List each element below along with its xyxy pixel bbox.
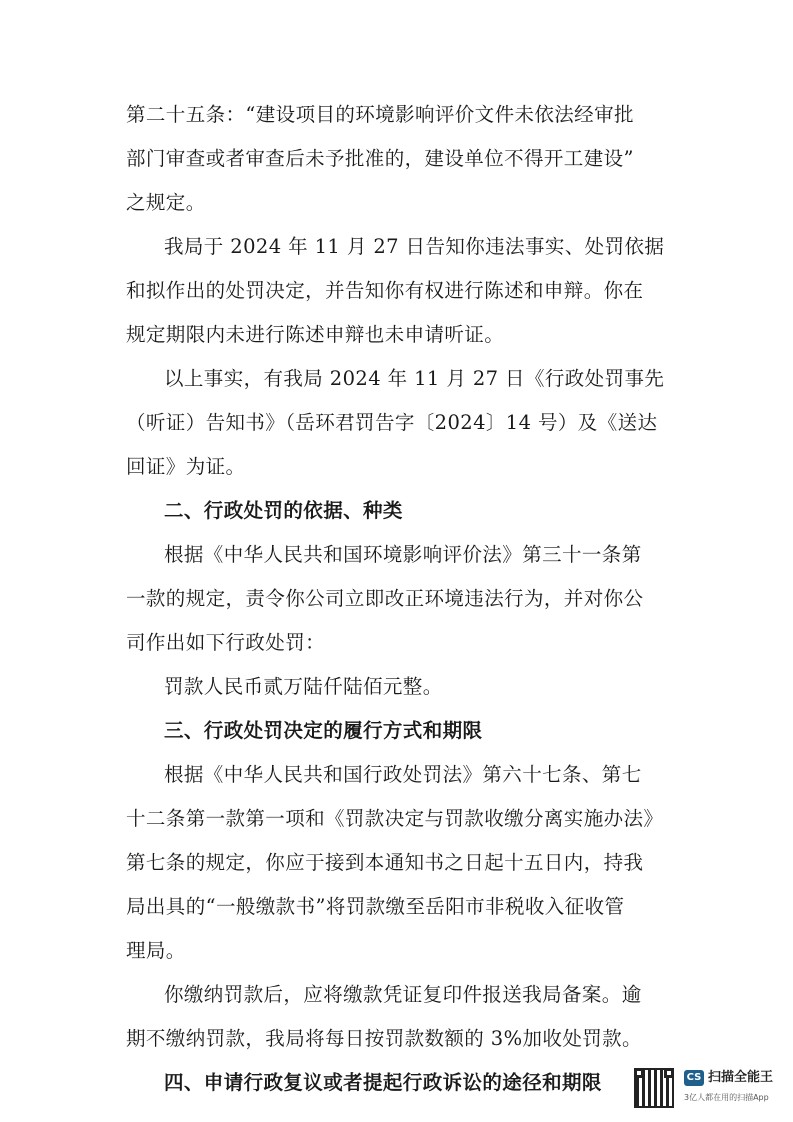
text-line: 之规定。 — [126, 191, 206, 214]
text-line: 根据《中华人民共和国环境影响评价法》第三十一条第 — [164, 543, 642, 566]
text-line: 你缴纳罚款后，应将缴款凭证复印件报送我局备案。逾 — [164, 983, 642, 1006]
text-line: 期不缴纳罚款，我局将每日按罚款数额的 3%加收处罚款。 — [126, 1027, 642, 1050]
section-heading: 二、行政处罚的依据、种类 — [164, 499, 403, 522]
text-line: 罚款人民币贰万陆仟陆佰元整。 — [164, 675, 443, 698]
text-line: 根据《中华人民共和国行政处罚法》第六十七条、第七 — [164, 763, 642, 786]
watermark-brand: 扫描全能王 — [708, 1070, 774, 1085]
text-line: 第七条的规定，你应于接到本通知书之日起十五日内，持我 — [126, 851, 644, 874]
qr-code-icon — [634, 1068, 674, 1108]
scanner-watermark — [628, 1062, 788, 1118]
text-line: 局出具的“一般缴款书”将罚款缴至岳阳市非税收入征收管 — [126, 895, 625, 918]
text-line: 一款的规定，责令你公司立即改正环境违法行为，并对你公 — [126, 587, 644, 610]
text-line: 十二条第一款第一项和《罚款决定与罚款收缴分离实施办法》 — [126, 807, 664, 830]
text-line: 以上事实，有我局 2024 年 11 月 27 日《行政处罚事先 — [164, 367, 665, 390]
text-line: 规定期限内未进行陈述申辩也未申请听证。 — [126, 323, 505, 346]
section-heading: 四、申请行政复议或者提起行政诉讼的途径和期限 — [164, 1071, 602, 1094]
text-line: 和拟作出的处罚决定，并告知你有权进行陈述和申辩。你在 — [126, 279, 644, 302]
text-line: 司作出如下行政处罚： — [126, 631, 326, 654]
text-line: 部门审查或者审查后未予批准的，建设单位不得开工建设” — [126, 147, 634, 170]
camscanner-logo: CS — [684, 1070, 704, 1086]
text-line: （听证）告知书》（岳环君罚告字〔2024〕14 号）及《送达 — [126, 411, 658, 434]
section-heading: 三、行政处罚决定的履行方式和期限 — [164, 719, 483, 742]
text-line: 第二十五条：“建设项目的环境影响评价文件未依法经审批 — [126, 103, 634, 126]
text-line: 我局于 2024 年 11 月 27 日告知你违法事实、处罚依据 — [164, 235, 665, 258]
watermark-tagline: 3亿人都在用的扫描App — [684, 1093, 769, 1102]
text-line: 回证》为证。 — [126, 455, 246, 478]
text-line: 理局。 — [126, 939, 186, 962]
